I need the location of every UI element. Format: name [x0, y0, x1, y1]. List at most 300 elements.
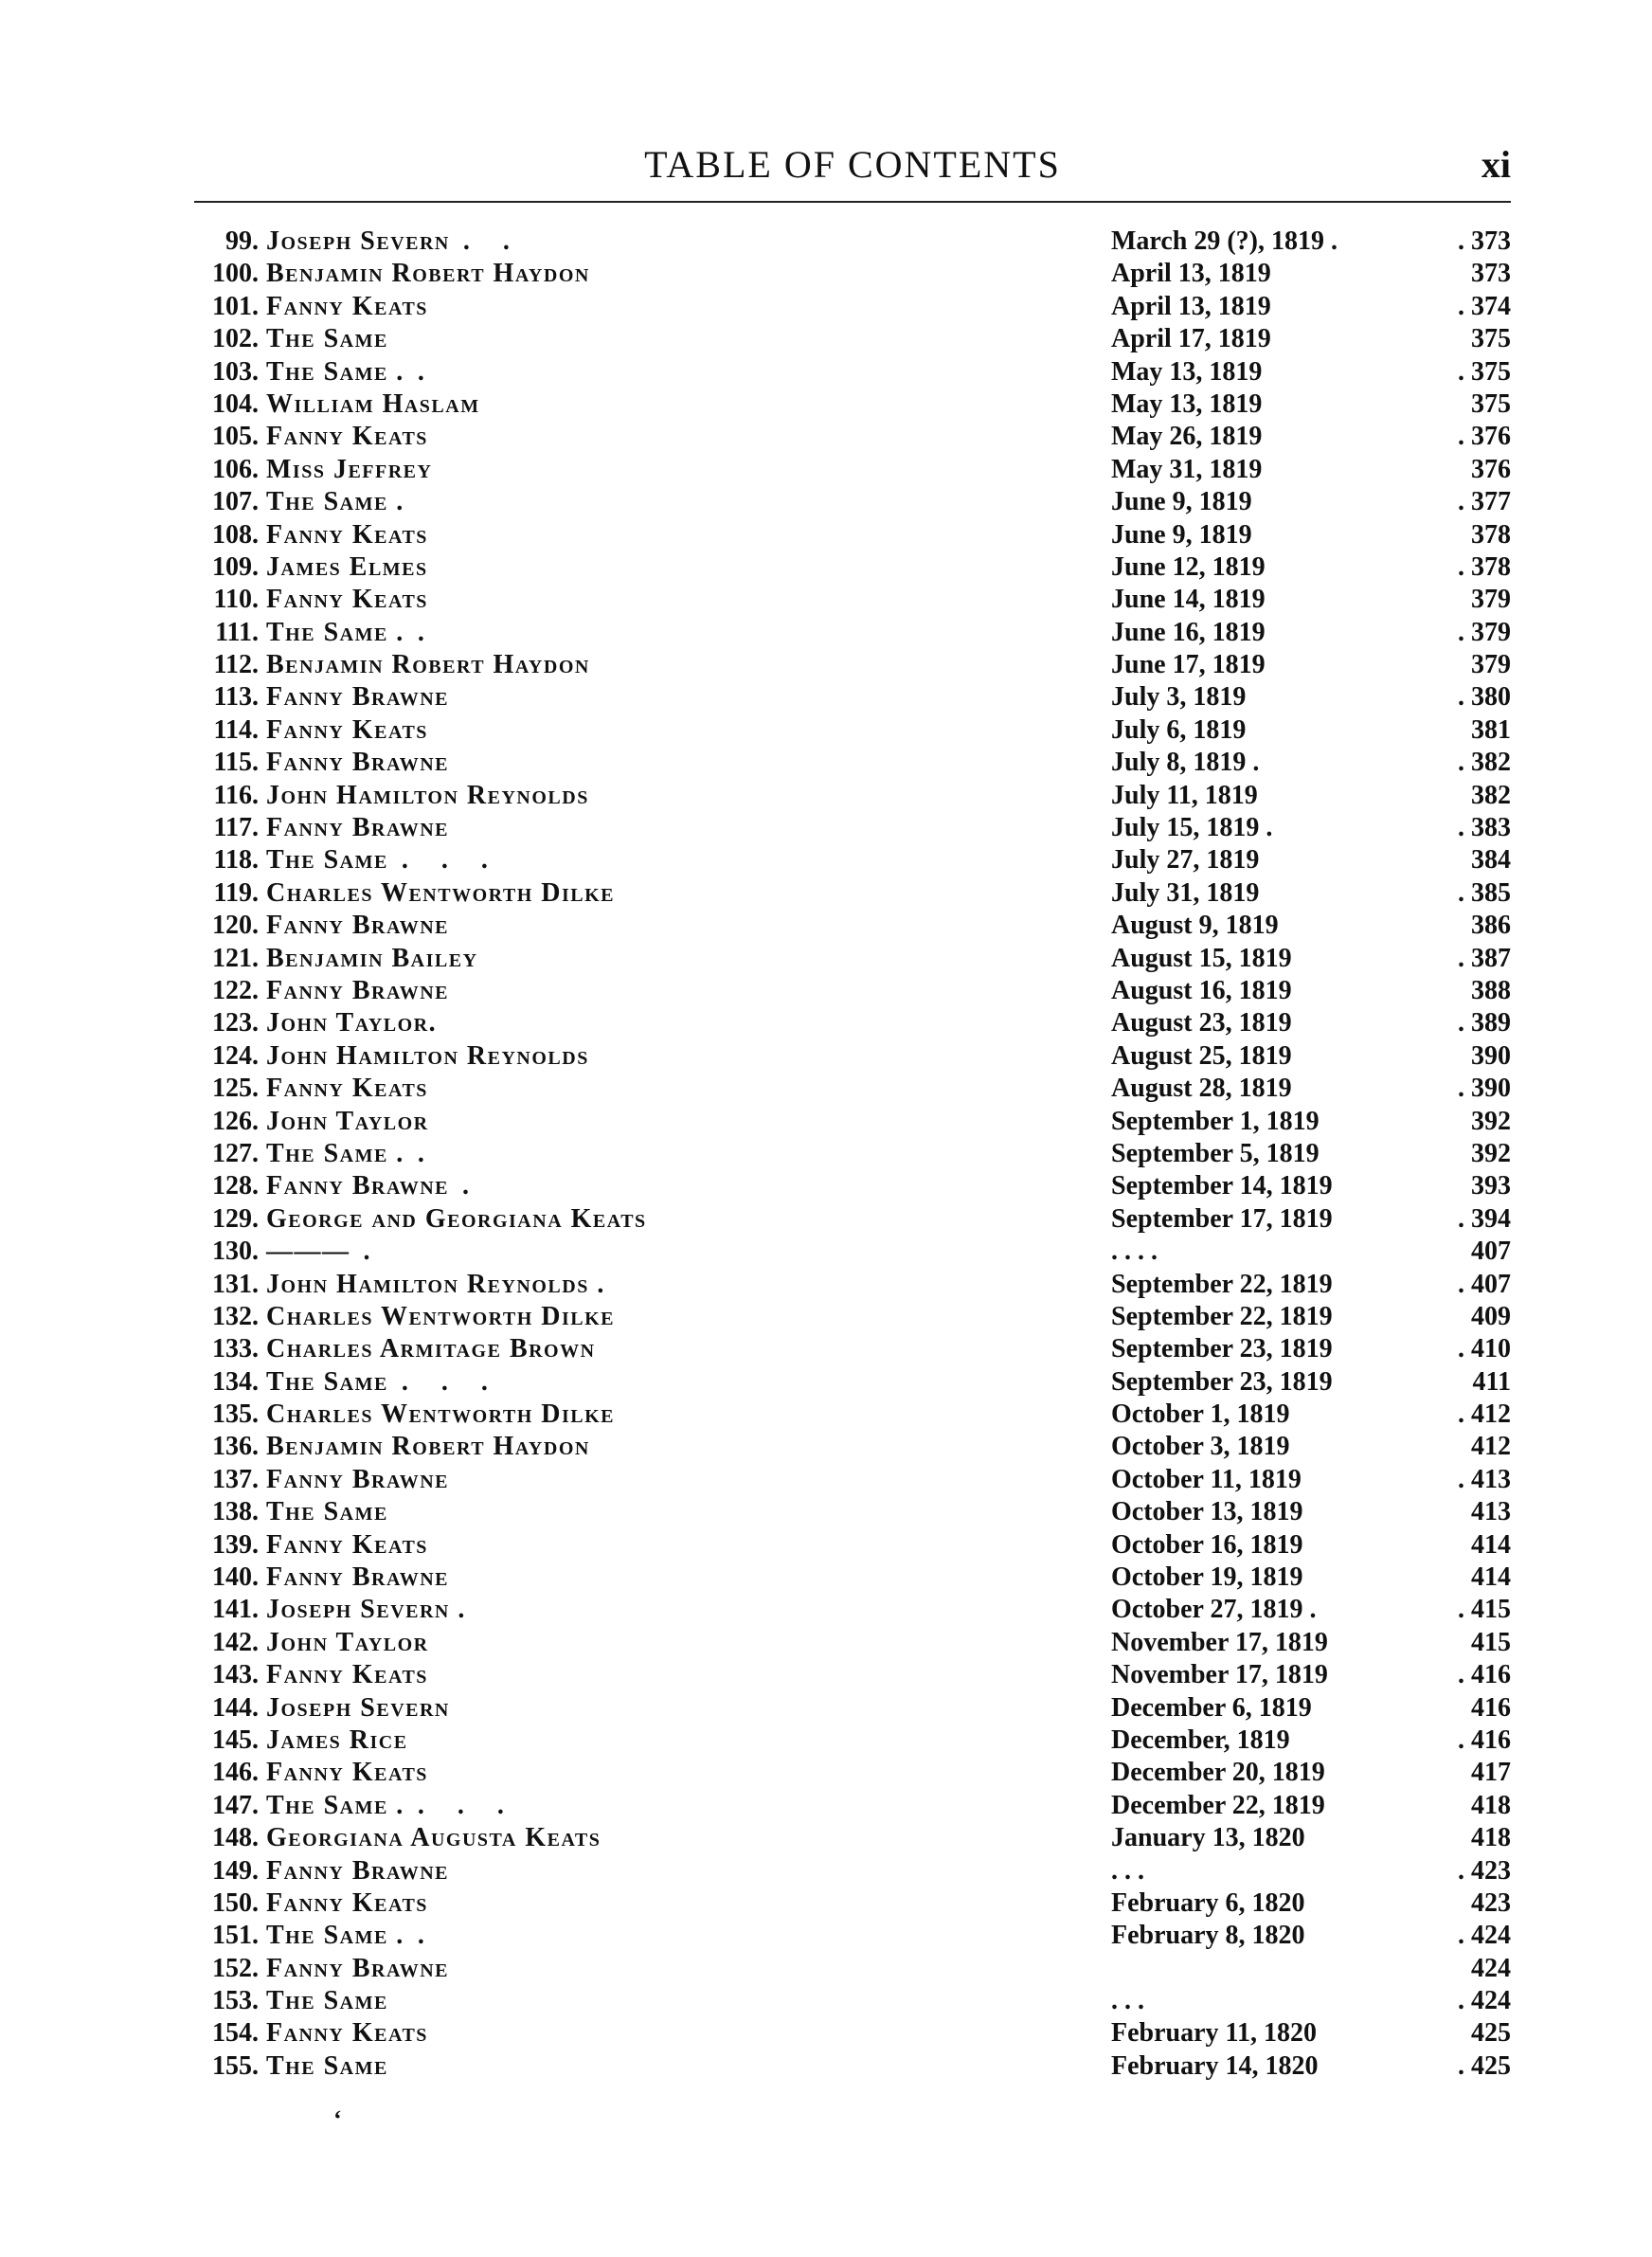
entry-number: 129.	[212, 1203, 259, 1234]
entry-page: . 412	[1458, 1399, 1511, 1430]
entry-page: . 413	[1458, 1464, 1511, 1494]
entry-date: June 12, 1819	[1111, 551, 1266, 582]
entry-correspondent-text: William Haslam	[266, 388, 480, 419]
entry-correspondent	[266, 1757, 441, 1789]
contents-entry	[194, 1399, 1511, 1431]
contents-entry	[194, 1790, 1511, 1822]
entry-date: May 13, 1819	[1111, 356, 1263, 387]
entry-correspondent	[266, 1203, 660, 1236]
entry-date: August 25, 1819	[1111, 1040, 1292, 1071]
entry-date: January 13, 1820	[1111, 1823, 1305, 1853]
entry-number: 110.	[213, 585, 259, 615]
entry-number: 138.	[212, 1497, 259, 1527]
entry-correspondent-text: Charles Armitage Brown	[266, 1334, 596, 1364]
contents-entry	[194, 1073, 1511, 1105]
entry-number: 116.	[213, 780, 259, 810]
entry-page: . 385	[1458, 877, 1511, 908]
entry-page: 418	[1471, 1790, 1511, 1820]
entry-page: . 407	[1458, 1269, 1511, 1299]
entry-correspondent	[266, 1594, 479, 1626]
entry-correspondent-text: The Same	[266, 1497, 388, 1527]
entry-date: June 16, 1819	[1111, 617, 1266, 647]
entry-date: April 13, 1819	[1111, 259, 1271, 289]
entry-correspondent	[266, 1855, 462, 1887]
entry-date: May 26, 1819	[1111, 422, 1263, 452]
entry-correspondent	[266, 486, 418, 518]
entry-number: 125.	[212, 1074, 259, 1104]
entry-correspondent	[266, 551, 441, 584]
entry-page: 409	[1471, 1301, 1511, 1331]
entry-correspondent-text: John Taylor.	[266, 1008, 438, 1038]
entry-date: May 13, 1819	[1111, 388, 1263, 419]
entry-correspondent-text: Fanny Keats	[266, 714, 428, 745]
entry-date: June 9, 1819	[1111, 487, 1252, 517]
entry-number: 112.	[213, 650, 259, 680]
entry-number: 135.	[212, 1399, 259, 1430]
entry-correspondent	[266, 1790, 517, 1822]
entry-date: October 19, 1819	[1111, 1562, 1303, 1593]
entry-correspondent	[266, 1464, 462, 1496]
entry-number: 137.	[212, 1464, 259, 1494]
contents-entry	[194, 681, 1511, 713]
entry-correspondent-text: Fanny Brawne	[266, 911, 450, 941]
entry-number: 105.	[212, 422, 259, 452]
entry-date: September 23, 1819	[1111, 1334, 1333, 1364]
entry-number: 103.	[212, 356, 259, 387]
contents-entry	[194, 584, 1511, 616]
entry-number: 150.	[212, 1887, 259, 1918]
contents-entry	[194, 617, 1511, 649]
contents-entry	[194, 486, 1511, 518]
entry-page: 379	[1471, 585, 1511, 615]
entry-date: May 31, 1819	[1111, 454, 1263, 484]
entry-page: 416	[1471, 1692, 1511, 1723]
entry-number: 147.	[212, 1790, 259, 1820]
entry-number: 145.	[212, 1724, 259, 1755]
entry-number: 106.	[212, 454, 259, 484]
entry-page: . 423	[1458, 1855, 1511, 1886]
entry-correspondent	[266, 1724, 422, 1757]
entry-leader-dots: . . .	[401, 1366, 501, 1397]
entry-page: . 424	[1458, 1986, 1511, 2016]
entry-date: March 29 (?), 1819 .	[1111, 226, 1338, 256]
entry-correspondent	[266, 975, 462, 1007]
entry-correspondent-text: The Same .	[266, 356, 404, 387]
entry-date: February 8, 1820	[1111, 1921, 1305, 1951]
entry-date: August 9, 1819	[1111, 911, 1279, 941]
entry-correspondent-text: Joseph Severn .	[266, 1595, 466, 1625]
entry-correspondent	[266, 1170, 482, 1202]
entry-page: . 375	[1458, 356, 1511, 387]
entry-correspondent-text: Joseph Severn	[266, 1692, 450, 1723]
entry-correspondent-text: Fanny Brawne	[266, 1464, 450, 1494]
entry-correspondent	[266, 1496, 402, 1528]
entry-correspondent-text: Fanny Brawne	[266, 682, 450, 713]
contents-list	[194, 226, 1511, 2083]
entry-correspondent-text: ———	[266, 1237, 350, 1267]
entry-correspondent-text: Fanny Keats	[266, 1887, 428, 1918]
entry-leader-dots: .	[417, 356, 438, 387]
entry-page: 375	[1471, 388, 1511, 419]
contents-entry	[194, 1887, 1511, 1920]
entry-correspondent	[266, 1431, 603, 1463]
entry-correspondent	[266, 1333, 609, 1365]
contents-entry	[194, 877, 1511, 910]
contents-entry	[194, 1855, 1511, 1887]
entry-date: June 17, 1819	[1111, 650, 1266, 680]
entry-correspondent-text: The Same .	[266, 1138, 404, 1168]
entry-correspondent-text: Fanny Keats	[266, 1660, 428, 1690]
entry-correspondent-text: George and Georgiana Keats	[266, 1203, 647, 1234]
contents-entry	[194, 1106, 1511, 1138]
entry-page: 384	[1471, 845, 1511, 876]
entry-number: 104.	[212, 388, 259, 419]
entry-page: 414	[1471, 1529, 1511, 1560]
entry-page: . 377	[1458, 487, 1511, 517]
entry-page: 407	[1471, 1237, 1511, 1267]
entry-date: October 11, 1819	[1111, 1464, 1302, 1494]
entry-page: . 387	[1458, 943, 1511, 973]
entry-page: . 382	[1458, 748, 1511, 778]
entry-correspondent-text: The Same	[266, 1986, 388, 2016]
entry-leader-dots: .	[417, 1138, 438, 1168]
entry-number: 99.	[225, 226, 259, 256]
entry-page: 382	[1471, 780, 1511, 810]
entry-correspondent	[266, 943, 492, 975]
entry-date: . . . .	[1111, 1237, 1158, 1267]
entry-correspondent	[266, 356, 438, 388]
entry-number: 107.	[212, 487, 259, 517]
entry-leader-dots: . . .	[401, 845, 501, 876]
entry-date: December 6, 1819	[1111, 1692, 1312, 1723]
entry-correspondent-text: Joseph Severn	[266, 226, 450, 256]
entry-number: 111.	[215, 617, 259, 647]
entry-date: July 6, 1819	[1111, 714, 1247, 745]
entry-date: August 15, 1819	[1111, 943, 1292, 973]
entry-correspondent	[266, 1822, 614, 1854]
contents-entry	[194, 291, 1511, 323]
contents-entry	[194, 844, 1511, 876]
entry-number: 149.	[212, 1855, 259, 1886]
running-head	[194, 142, 1511, 199]
entry-correspondent-text: Fanny Keats	[266, 519, 428, 550]
entry-correspondent	[266, 1562, 462, 1594]
entry-correspondent	[266, 1269, 619, 1301]
entry-number: 128.	[212, 1171, 259, 1201]
entry-page: . 389	[1458, 1008, 1511, 1038]
entry-leader-dots: .	[363, 1237, 384, 1267]
entry-correspondent	[266, 714, 441, 747]
contents-entry	[194, 1301, 1511, 1333]
entry-leader-dots: . . .	[417, 1790, 517, 1820]
entry-page: 425	[1471, 2018, 1511, 2049]
contents-entry	[194, 1757, 1511, 1789]
entry-page: . 394	[1458, 1203, 1511, 1234]
contents-entry	[194, 356, 1511, 388]
entry-correspondent-text: Benjamin Robert Haydon	[266, 259, 590, 289]
entry-page: 392	[1471, 1138, 1511, 1168]
contents-entry	[194, 1920, 1511, 1952]
entry-number: 136.	[212, 1432, 259, 1462]
entry-date: July 15, 1819 .	[1111, 813, 1273, 843]
entry-number: 102.	[212, 324, 259, 354]
contents-entry	[194, 1236, 1511, 1268]
entry-correspondent-text: The Same .	[266, 1921, 404, 1951]
entry-date: June 14, 1819	[1111, 585, 1266, 615]
entry-page: 375	[1471, 324, 1511, 354]
entry-page: 412	[1471, 1432, 1511, 1462]
entry-correspondent-text: Fanny Keats	[266, 585, 428, 615]
entry-correspondent-text: Fanny Brawne	[266, 1562, 450, 1593]
entry-number: 130.	[212, 1237, 259, 1267]
contents-entry	[194, 812, 1511, 844]
entry-correspondent	[266, 910, 462, 942]
entry-leader-dots: .	[417, 1921, 438, 1951]
entry-correspondent-text: The Same .	[266, 487, 404, 517]
entry-correspondent-text: Benjamin Robert Haydon	[266, 650, 590, 680]
entry-correspondent-text: The Same	[266, 324, 388, 354]
entry-correspondent	[266, 649, 603, 681]
entry-correspondent-text: Fanny Brawne	[266, 1855, 450, 1886]
entry-number: 142.	[212, 1627, 259, 1657]
contents-entry	[194, 1562, 1511, 1594]
entry-date: August 16, 1819	[1111, 975, 1292, 1005]
entry-date: July 8, 1819 .	[1111, 748, 1260, 778]
entry-page: . 410	[1458, 1334, 1511, 1364]
entry-correspondent	[266, 1138, 438, 1170]
entry-date: October 27, 1819 .	[1111, 1595, 1317, 1625]
entry-correspondent	[266, 1887, 441, 1920]
entry-page: . 383	[1458, 813, 1511, 843]
entry-page: 390	[1471, 1040, 1511, 1071]
entry-number: 140.	[212, 1562, 259, 1593]
contents-entry	[194, 519, 1511, 551]
contents-entry	[194, 943, 1511, 975]
entry-number: 124.	[212, 1040, 259, 1071]
contents-entry	[194, 1007, 1511, 1039]
entry-page: 379	[1471, 650, 1511, 680]
entry-date: . . .	[1111, 1855, 1144, 1886]
entry-correspondent	[266, 747, 462, 779]
contents-entry	[194, 388, 1511, 421]
contents-entry	[194, 1464, 1511, 1496]
entry-correspondent-text: Fanny Brawne	[266, 975, 450, 1005]
entry-date: December, 1819	[1111, 1724, 1290, 1755]
entry-correspondent	[266, 844, 501, 876]
entry-page: 418	[1471, 1823, 1511, 1853]
entry-correspondent	[266, 1985, 402, 2017]
entry-date: February 14, 1820	[1111, 2050, 1319, 2081]
entry-number: 146.	[212, 1758, 259, 1788]
entry-page: 414	[1471, 1562, 1511, 1593]
entry-correspondent	[266, 1692, 463, 1724]
entry-date: November 17, 1819	[1111, 1627, 1328, 1657]
contents-entry	[194, 1138, 1511, 1170]
entry-correspondent	[266, 1627, 442, 1659]
entry-page: 386	[1471, 911, 1511, 941]
entry-correspondent	[266, 1529, 441, 1562]
entry-correspondent-text: Fanny Brawne	[266, 1953, 450, 1983]
entry-number: 153.	[212, 1986, 259, 2016]
contents-entry	[194, 258, 1511, 290]
entry-date: August 28, 1819	[1111, 1074, 1292, 1104]
entry-number: 155.	[212, 2050, 259, 2081]
entry-correspondent	[266, 584, 441, 616]
entry-correspondent	[266, 1236, 384, 1268]
contents-entry	[194, 1040, 1511, 1073]
entry-correspondent-text: Fanny Keats	[266, 291, 428, 321]
entry-date: October 13, 1819	[1111, 1497, 1303, 1527]
entry-date: December 20, 1819	[1111, 1758, 1325, 1788]
entry-date: July 27, 1819	[1111, 845, 1260, 876]
entry-page: 376	[1471, 454, 1511, 484]
header-rule	[194, 201, 1511, 203]
entry-date: September 14, 1819	[1111, 1171, 1333, 1201]
entry-correspondent-text: Georgiana Augusta Keats	[266, 1823, 602, 1853]
contents-entry	[194, 421, 1511, 453]
entry-date: October 1, 1819	[1111, 1399, 1290, 1430]
entry-date: February 11, 1820	[1111, 2018, 1317, 2049]
entry-number: 113.	[213, 682, 259, 713]
entry-page: . 416	[1458, 1724, 1511, 1755]
contents-entry	[194, 226, 1511, 258]
entry-page: . 374	[1458, 291, 1511, 321]
entry-correspondent-text: John Hamilton Reynolds	[266, 1040, 589, 1071]
contents-entry	[194, 1529, 1511, 1562]
contents-entry	[194, 551, 1511, 584]
entry-number: 121.	[212, 943, 259, 973]
entry-correspondent	[266, 877, 628, 910]
entry-correspondent	[266, 226, 523, 258]
entry-number: 127.	[212, 1138, 259, 1168]
entry-correspondent	[266, 1659, 441, 1691]
entry-date: April 17, 1819	[1111, 324, 1271, 354]
entry-correspondent	[266, 1399, 628, 1431]
contents-entry	[194, 1203, 1511, 1236]
entry-correspondent	[266, 258, 603, 290]
entry-correspondent-text: John Hamilton Reynolds	[266, 780, 589, 810]
entry-correspondent-text: The Same	[266, 2050, 388, 2081]
entry-page: 415	[1471, 1627, 1511, 1657]
entry-page: 393	[1471, 1171, 1511, 1201]
entry-correspondent-text: John Taylor	[266, 1106, 429, 1136]
entry-correspondent	[266, 454, 445, 486]
entry-page: . 390	[1458, 1074, 1511, 1104]
entry-correspondent	[266, 1007, 450, 1039]
entry-correspondent	[266, 291, 441, 323]
contents-entry	[194, 323, 1511, 355]
entry-date: September 22, 1819	[1111, 1301, 1333, 1331]
entry-page: 411	[1472, 1366, 1511, 1397]
contents-entry	[194, 747, 1511, 779]
entry-number: 132.	[212, 1301, 259, 1331]
page-number: xi	[1481, 143, 1511, 186]
entry-correspondent-text: Fanny Keats	[266, 1529, 428, 1560]
contents-entry	[194, 1269, 1511, 1301]
entry-page: . 416	[1458, 1660, 1511, 1690]
contents-entry	[194, 1627, 1511, 1659]
entry-correspondent-text: Fanny Brawne	[266, 813, 450, 843]
entry-number: 119.	[213, 877, 259, 908]
entry-page: . 424	[1458, 1921, 1511, 1951]
entry-correspondent-text: Charles Wentworth Dilke	[266, 1399, 616, 1430]
entry-page: 424	[1471, 1953, 1511, 1983]
entry-date: . . .	[1111, 1986, 1144, 2016]
entry-correspondent-text: Fanny Keats	[266, 422, 428, 452]
contents-entry	[194, 1333, 1511, 1365]
contents-entry	[194, 1431, 1511, 1463]
entry-date: September 17, 1819	[1111, 1203, 1333, 1234]
entry-correspondent	[266, 1301, 628, 1333]
entry-page: . 380	[1458, 682, 1511, 713]
entry-correspondent-text: Fanny Brawne	[266, 748, 450, 778]
entry-page: 392	[1471, 1106, 1511, 1136]
entry-date: September 23, 1819	[1111, 1366, 1333, 1397]
entry-correspondent-text: James Rice	[266, 1724, 408, 1755]
entry-correspondent-text: Charles Wentworth Dilke	[266, 1301, 616, 1331]
contents-entry	[194, 1366, 1511, 1399]
entry-correspondent	[266, 1953, 462, 1985]
entry-correspondent	[266, 323, 402, 355]
entry-page: . 373	[1458, 226, 1511, 256]
entry-number: 115.	[213, 748, 259, 778]
entry-page: . 425	[1458, 2050, 1511, 2081]
entry-correspondent	[266, 681, 462, 713]
entry-number: 143.	[212, 1660, 259, 1690]
entry-correspondent	[266, 2050, 402, 2083]
entry-correspondent	[266, 617, 438, 649]
entry-date: August 23, 1819	[1111, 1008, 1292, 1038]
contents-entry	[194, 454, 1511, 486]
entry-number: 100.	[212, 259, 259, 289]
entry-correspondent	[266, 519, 441, 551]
entry-page: 413	[1471, 1497, 1511, 1527]
entry-correspondent-text: Fanny Keats	[266, 2018, 428, 2049]
entry-number: 114.	[213, 714, 259, 745]
entry-date: July 31, 1819	[1111, 877, 1260, 908]
page-title: TABLE OF CONTENTS	[644, 143, 1061, 186]
contents-entry	[194, 714, 1511, 747]
entry-date: September 1, 1819	[1111, 1106, 1320, 1136]
entry-date: September 5, 1819	[1111, 1138, 1320, 1168]
entry-correspondent	[266, 2017, 441, 2049]
entry-page: . 378	[1458, 551, 1511, 582]
contents-entry	[194, 2017, 1511, 2049]
entry-correspondent-text: Miss Jeffrey	[266, 454, 433, 484]
contents-entry	[194, 780, 1511, 812]
entry-date: July 3, 1819	[1111, 682, 1247, 713]
entry-correspondent-text: The Same	[266, 845, 388, 876]
entry-page: . 415	[1458, 1595, 1511, 1625]
entry-number: 126.	[212, 1106, 259, 1136]
entry-date: April 13, 1819	[1111, 291, 1271, 321]
entry-page: 388	[1471, 975, 1511, 1005]
entry-page: 381	[1471, 714, 1511, 745]
entry-number: 118.	[213, 845, 259, 876]
entry-correspondent	[266, 388, 494, 421]
entry-correspondent	[266, 1040, 602, 1073]
entry-correspondent-text: Fanny Brawne	[266, 1171, 450, 1201]
entry-number: 154.	[212, 2018, 259, 2049]
stray-mark: ʻ	[333, 2105, 342, 2133]
entry-number: 151.	[212, 1921, 259, 1951]
entry-page: 378	[1471, 519, 1511, 550]
entry-number: 134.	[212, 1366, 259, 1397]
contents-entry	[194, 910, 1511, 942]
entry-number: 108.	[212, 519, 259, 550]
entry-date: June 9, 1819	[1111, 519, 1252, 550]
entry-number: 141.	[212, 1595, 259, 1625]
